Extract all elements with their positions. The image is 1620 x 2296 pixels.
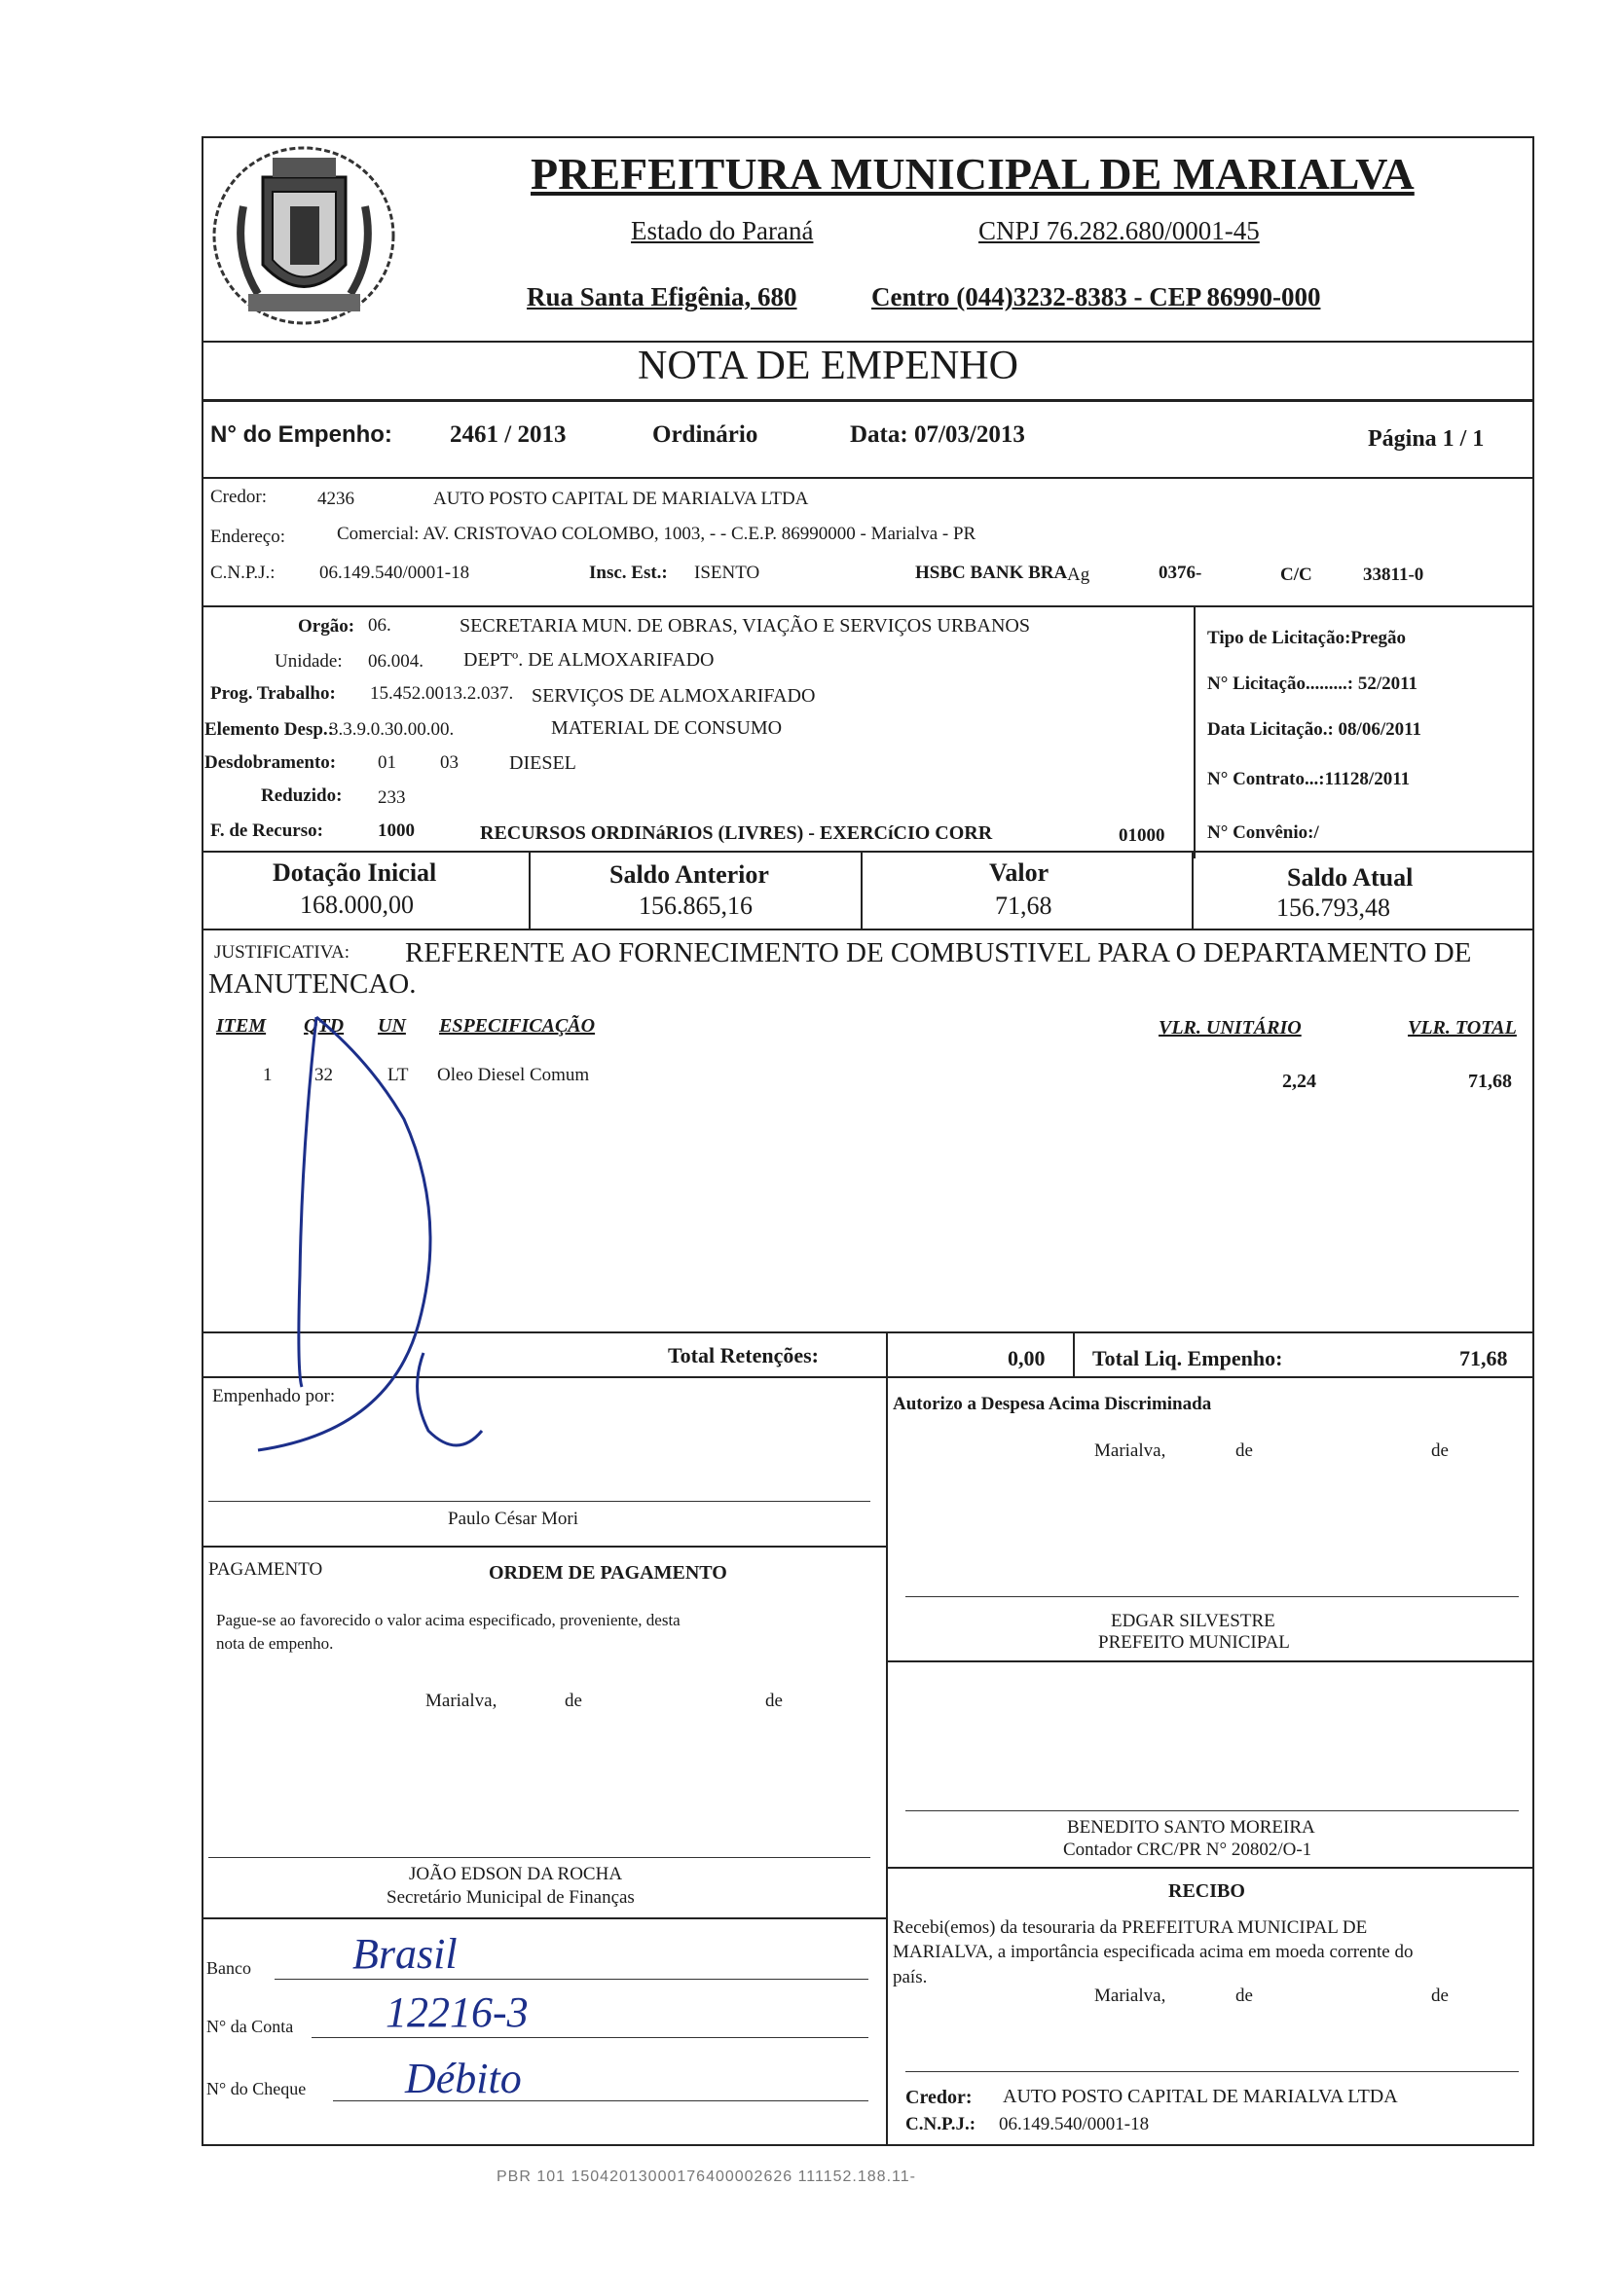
cheque-handwritten: Débito: [405, 2055, 522, 2102]
empenho-date: Data: 07/03/2013: [850, 421, 1025, 448]
empenhado-name: Paulo César Mori: [448, 1509, 579, 1529]
valor-value: 71,68: [995, 892, 1052, 920]
item-total-value: 71,68: [1468, 1071, 1512, 1092]
numero-contrato: N° Contrato...:11128/2011: [1207, 769, 1411, 789]
cc-label: C/C: [1280, 565, 1312, 585]
dotacao-value: 168.000,00: [300, 891, 414, 919]
prefeito-title: PREFEITO MUNICIPAL: [1098, 1632, 1290, 1653]
credor-address: Comercial: AV. CRISTOVAO COLOMBO, 1003, - - C.E.P. 86990000 - Marialva - PR: [337, 524, 976, 544]
reduzido: 233: [378, 787, 406, 808]
fonte-code: 1000: [378, 820, 415, 841]
numero-convenio: N° Convênio:/: [1207, 822, 1319, 843]
elemento-code: 3.3.9.0.30.00.00.: [329, 719, 455, 740]
rodape-cnpj: 06.149.540/0001-18: [999, 2114, 1150, 2134]
dotacao-label: Dotação Inicial: [273, 858, 437, 887]
reduzido-label: Reduzido:: [261, 785, 343, 806]
orgao-name: SECRETARIA MUN. DE OBRAS, VIAÇÃO E SERVIÇOS URBANOS: [460, 615, 1030, 637]
col-spec: ESPECIFICAÇÃO: [439, 1015, 596, 1037]
prog-name: SERVIÇOS DE ALMOXARIFADO: [532, 685, 816, 707]
recibo-de-1: de: [1235, 1986, 1253, 2006]
desdobramento-name: DIESEL: [509, 752, 576, 774]
coat-of-arms-icon: [204, 138, 404, 338]
saldo-anterior-label: Saldo Anterior: [609, 860, 769, 889]
col-qtd: QTD: [304, 1015, 345, 1037]
secretario-title: Secretário Municipal de Finanças: [387, 1887, 635, 1908]
prefeito-name: EDGAR SILVESTRE: [1111, 1611, 1275, 1631]
fonte-number: 01000: [1119, 825, 1165, 846]
empenho-number-label: N° do Empenho:: [210, 421, 392, 448]
autorizo-city: Marialva,: [1094, 1440, 1166, 1461]
address-label: Endereço:: [210, 527, 286, 547]
desdobramento-a: 01: [378, 752, 396, 773]
cnpj-label: C.N.P.J.:: [210, 563, 276, 583]
saldo-anterior-value: 156.865,16: [639, 892, 753, 920]
autorizo-de-2: de: [1431, 1440, 1449, 1461]
col-unit-value: VLR. UNITÁRIO: [1159, 1017, 1302, 1039]
saldo-atual-label: Saldo Atual: [1287, 863, 1414, 892]
ie-label: Insc. Est.:: [589, 563, 668, 583]
tipo-licitacao: Tipo de Licitação:Pregão: [1207, 628, 1407, 648]
orgao-label: Orgão:: [298, 616, 355, 637]
ordem-pagamento: ORDEM DE PAGAMENTO: [489, 1562, 727, 1584]
empenho-type: Ordinário: [652, 421, 758, 448]
fonte-label: F. de Recurso:: [210, 820, 323, 841]
banco-handwritten: Brasil: [352, 1930, 458, 1978]
saldo-atual-value: 156.793,48: [1276, 893, 1390, 922]
pagamento-de-1: de: [565, 1691, 582, 1711]
empenhado-label: Empenhado por:: [212, 1386, 336, 1406]
handwritten-signature-mark: [224, 1002, 613, 1470]
credor-label: Credor:: [210, 487, 268, 507]
conta-label: N° da Conta: [206, 2017, 294, 2036]
item-spec: Oleo Diesel Comum: [437, 1065, 590, 1085]
desdobramento-label: Desdobramento:: [204, 752, 337, 773]
fonte-name: RECURSOS ORDINáRIOS (LIVRES) - EXERCíCIO CORR: [480, 822, 993, 844]
item-qtd: 32: [314, 1065, 333, 1085]
conta-handwritten: 12216-3: [386, 1988, 529, 2036]
valor-label: Valor: [989, 858, 1049, 887]
pagamento-label: PAGAMENTO: [208, 1559, 323, 1580]
recibo-text-1: Recebi(emos) da tesouraria da PREFEITURA MUNICIPAL DE: [893, 1917, 1368, 1938]
contador-title: Contador CRC/PR N° 20802/O-1: [1063, 1840, 1312, 1860]
recibo-label: RECIBO: [1168, 1880, 1245, 1902]
cc-number: 33811-0: [1363, 565, 1424, 585]
pagamento-de-2: de: [765, 1691, 783, 1711]
cheque-label: N° do Cheque: [206, 2079, 307, 2098]
credor-ie: ISENTO: [694, 563, 760, 583]
orgao-code: 06.: [368, 615, 391, 636]
header-district: Centro (044)3232-8383 - CEP 86990-000: [871, 282, 1321, 311]
secretario-name: JOÃO EDSON DA ROCHA: [409, 1864, 623, 1884]
prog-code: 15.452.0013.2.037.: [370, 683, 514, 704]
header-title: PREFEITURA MUNICIPAL DE MARIALVA: [531, 149, 1415, 199]
retencoes-label: Total Retenções:: [668, 1343, 819, 1367]
header-cnpj: CNPJ 76.282.680/0001-45: [978, 216, 1260, 245]
justificativa-text-1: REFERENTE AO FORNECIMENTO DE COMBUSTIVEL PARA O DEPARTAMENTO DE: [405, 937, 1472, 968]
rodape-credor-name: AUTO POSTO CAPITAL DE MARIALVA LTDA: [1003, 2086, 1398, 2107]
agency-label: Ag: [1067, 565, 1090, 585]
unidade-code: 06.004.: [368, 651, 423, 672]
barcode-text: PBR 101 15042013000176400002626 111152.188.11-: [497, 2168, 916, 2185]
empenho-number: 2461 / 2013: [450, 421, 567, 448]
data-licitacao: Data Licitação.: 08/06/2011: [1207, 719, 1422, 740]
justificativa-label: JUSTIFICATIVA:: [214, 942, 350, 963]
justificativa-text-2: MANUTENCAO.: [208, 968, 417, 1000]
document-title: NOTA DE EMPENHO: [638, 344, 1018, 388]
unidade-name: DEPTº. DE ALMOXARIFADO: [463, 649, 715, 671]
liquido-label: Total Liq. Empenho:: [1092, 1346, 1283, 1370]
credor-cnpj: 06.149.540/0001-18: [319, 563, 470, 583]
contador-name: BENEDITO SANTO MOREIRA: [1067, 1817, 1315, 1838]
retencoes-value: 0,00: [1008, 1346, 1046, 1370]
header-address: Rua Santa Efigênia, 680: [527, 282, 797, 311]
col-item: ITEM: [216, 1015, 267, 1037]
elemento-name: MATERIAL DE CONSUMO: [551, 717, 783, 739]
pagamento-city: Marialva,: [425, 1691, 497, 1711]
recibo-text-3: país.: [893, 1967, 928, 1987]
credor-name: AUTO POSTO CAPITAL DE MARIALVA LTDA: [433, 489, 809, 509]
item-number: 1: [263, 1065, 273, 1085]
col-un: UN: [378, 1015, 406, 1037]
recibo-text-2: MARIALVA, a importância especificada acima em moeda corrente do: [893, 1942, 1414, 1962]
unidade-label: Unidade:: [275, 651, 343, 672]
recibo-city: Marialva,: [1094, 1986, 1166, 2006]
desdobramento-b: 03: [440, 752, 459, 773]
pagamento-text-2: nota de empenho.: [216, 1634, 334, 1653]
numero-licitacao: N° Licitação.........: 52/2011: [1207, 674, 1418, 694]
elemento-label: Elemento Desp.:: [204, 719, 334, 740]
banco-label: Banco: [206, 1958, 251, 1978]
header-state: Estado do Paraná: [631, 216, 814, 245]
bank-name: HSBC BANK BRA: [915, 563, 1068, 583]
pagamento-text-1: Pague-se ao favorecido o valor acima especificado, proveniente, desta: [216, 1611, 681, 1629]
prog-label: Prog. Trabalho:: [210, 683, 336, 704]
autorizo-label: Autorizo a Despesa Acima Discriminada: [893, 1394, 1212, 1414]
recibo-de-2: de: [1431, 1986, 1449, 2006]
agency: 0376-: [1159, 563, 1202, 583]
liquido-value: 71,68: [1459, 1346, 1508, 1370]
col-total-value: VLR. TOTAL: [1408, 1017, 1517, 1039]
item-unit-value: 2,24: [1282, 1071, 1316, 1092]
rodape-credor-label: Credor:: [905, 2087, 973, 2108]
credor-code: 4236: [317, 489, 354, 509]
rodape-cnpj-label: C.N.P.J.:: [905, 2114, 976, 2134]
item-un: LT: [387, 1065, 409, 1085]
autorizo-de-1: de: [1235, 1440, 1253, 1461]
page-number: Página 1 / 1: [1368, 426, 1485, 452]
